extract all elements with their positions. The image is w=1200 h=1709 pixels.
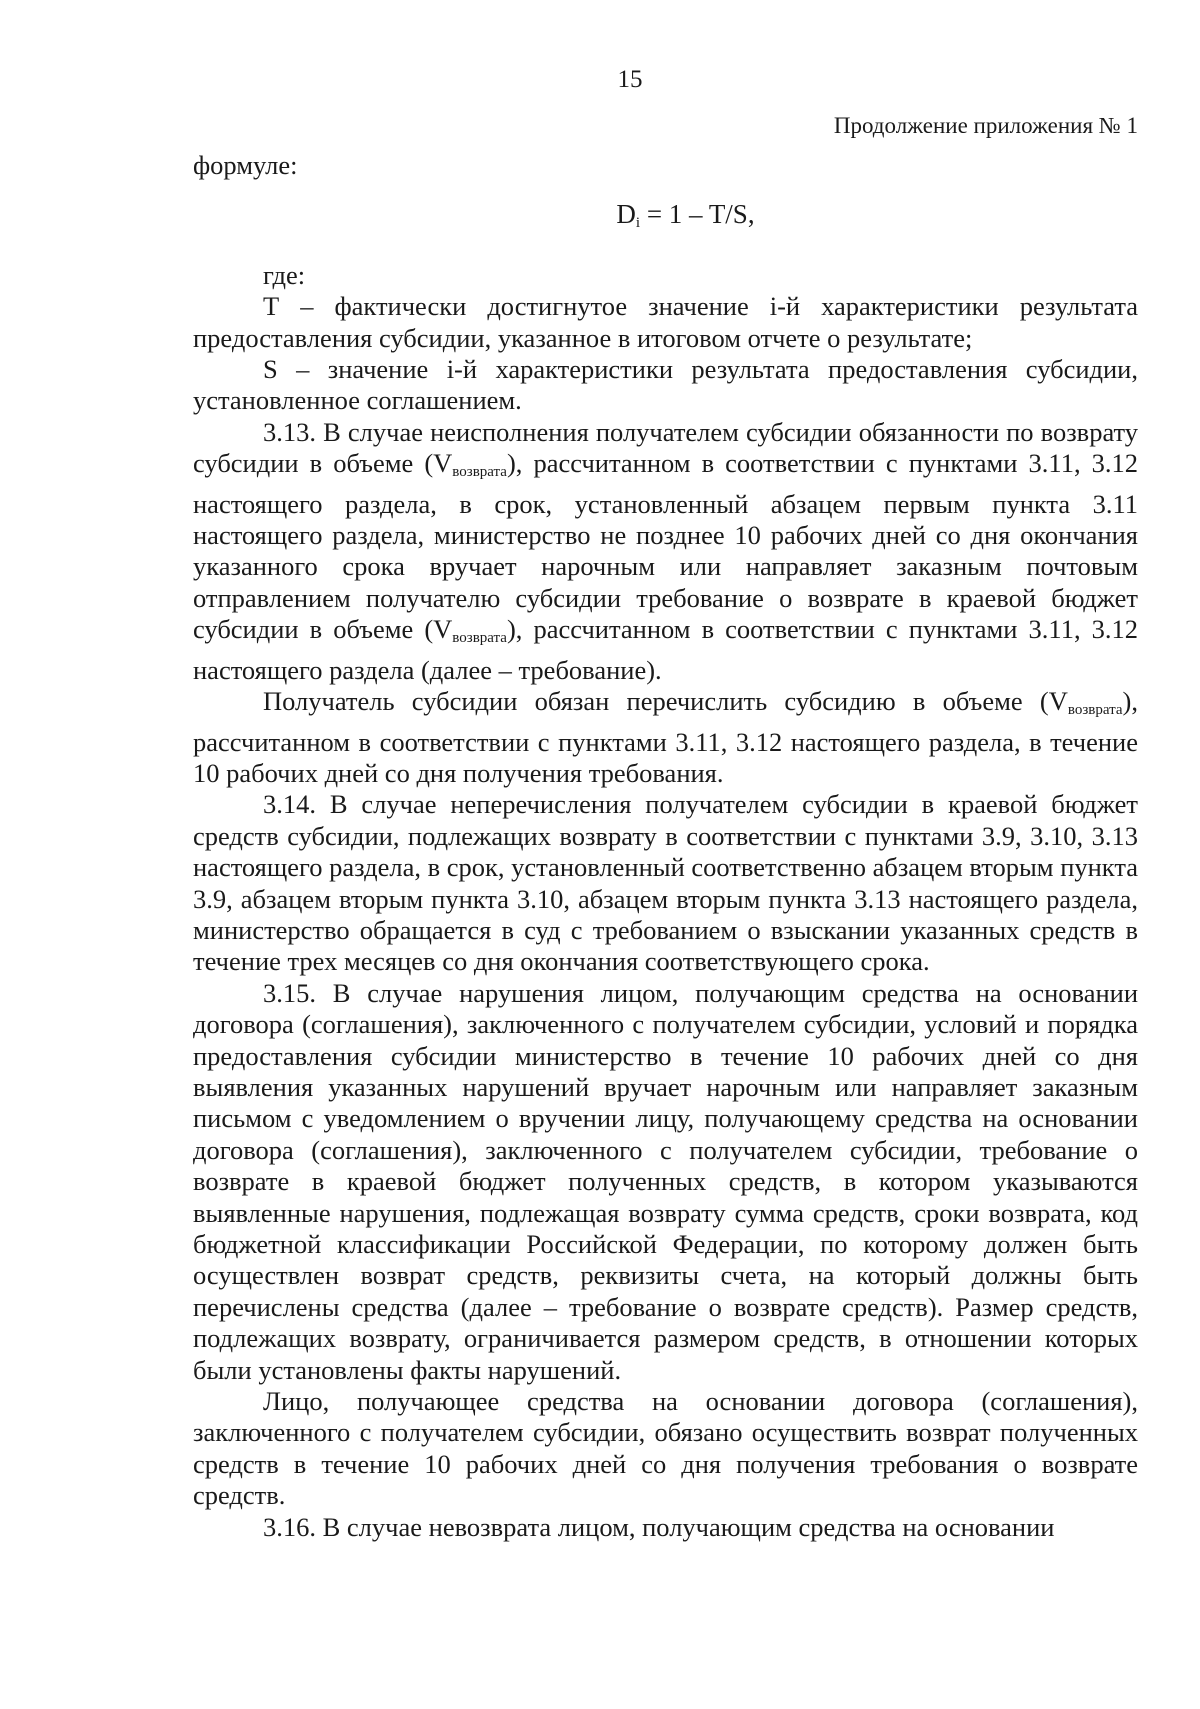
paragraph-3-13: 3.13. В случае неисполнения получателем субсидии обязанности по возврату субсидии в объеме $(V_{возврата})$, рассчитанном в соответствии с пунктами 3.11, 3.12 настоящего раздела, в срок, установленный абзацем первым пункта 3.11 настоящего раздела, министерство не позднее 10 рабочих дней со дня окончания указанного срока вручает нарочным или направляет заказным почтовым отправлением получателю субсидии требование о возврате в краевой бюджет субсидии в объеме $(V_{возврата})$, рассчитанном в соответствии с пунктами 3.11, 3.12 настоящего раздела (далее – требование). bbox=[193, 416, 1138, 685]
paragraph-3-15-return: Лицо, получающее средства на основании договора (соглашения), заключенного с получателем субсидии, обязано осуществить возврат полученных средств в течение 10 рабочих дней со дня получения требования о возврате средств. bbox=[193, 1386, 1138, 1511]
paragraph-3-14: 3.14. В случае неперечисления получателем субсидии в краевой бюджет средств субсидии, подлежащих возврату в соответствии с пунктами 3.9, 3.10, 3.13 настоящего раздела, в срок, установленный соответственно абзацем вторым пункта 3.9, абзацем вторым пункта 3.10, абзацем вторым пункта 3.13 настоящего раздела, министерство обращается в суд с требованием о взыскании указанных средств в течение трех месяцев со дня окончания соответствующего срока. bbox=[193, 789, 1138, 977]
formula-lead-in: формуле: bbox=[193, 150, 298, 180]
definition-s: S – значение і-й характеристики результата предоставления субсидии, установленное соглашением. bbox=[193, 354, 1138, 416]
paragraph-3-13-obligation: Получатель субсидии обязан перечислить субсидию в объеме $(V_{возврата})$, рассчитанном в соответствии с пунктами 3.11, 3.12 настоящего раздела, в течение 10 рабочих дней со дня получения требования. bbox=[193, 686, 1138, 788]
paragraph-3-15: 3.15. В случае нарушения лицом, получающим средства на основании договора (соглашения), заключенного с получателем субсидии, условий и порядка предоставления субсидии министерство в течение 10 рабочих дней со дня выявления указанных нарушений вручает нарочным или направляет заказным письмом с уведомлением о вручении лицу, получающему средства на основании договора (соглашения), заключенного с получателем субсидии, требование о возврате в краевой бюджет полученных средств, в котором указываются выявленные нарушения, подлежащая возврату сумма средств, сроки возврата, код бюджетной классификации Российской Федерации, по которому должен быть осуществлен возврат средств, реквизиты счета, на который должны быть перечислены средства (далее – требование о возврате средств). Размер средств, подлежащих возврату, ограничивается размером средств, в отношении которых были установлены факты нарушений. bbox=[193, 977, 1138, 1385]
paragraph-3-16: 3.16. В случае невозврата лицом, получающим средства на основании bbox=[263, 1511, 1055, 1542]
page-number: 15 bbox=[617, 66, 643, 93]
formula-rhs: = 1 – T/S, bbox=[640, 199, 755, 230]
definition-t: Т – фактически достигнутое значение і-й характеристики результата предоставления субсидии, указанное в итоговом отчете о результате; bbox=[193, 291, 1138, 353]
formula-lhs: D bbox=[616, 199, 636, 230]
document-body bbox=[193, 150, 1138, 1543]
formula bbox=[193, 199, 1138, 239]
formula-lhs-subscript: i bbox=[635, 215, 641, 232]
appendix-continuation-note: Продолжение приложения № 1 bbox=[833, 113, 1138, 138]
where-label: где: bbox=[263, 259, 306, 290]
